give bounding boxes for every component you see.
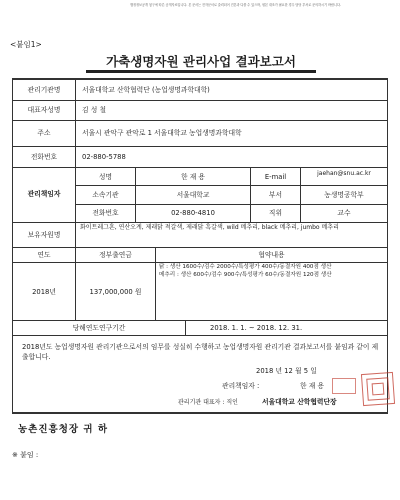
table-bottom-border [12, 412, 388, 414]
table-row-line [12, 222, 388, 223]
address-value: 서울시 관악구 관악로 1 서울대학교 농업생명과학대학 [82, 129, 242, 137]
table-row-line [12, 320, 388, 321]
sign-institution-label: 관리기관 대표자 : 직인 [178, 399, 238, 406]
table-row-line [75, 185, 388, 186]
attachment-label: <붙임1> [10, 40, 42, 49]
manager-seal-stamp [332, 378, 356, 394]
manager-affiliation-value: 서울대학교 [176, 191, 210, 199]
manager-dept-value: 농생명공학부 [324, 191, 364, 199]
table-row-line [12, 100, 388, 101]
table-col-line [75, 78, 76, 262]
manager-position-label: 직위 [268, 209, 283, 217]
table-col-line [185, 320, 186, 335]
resources-label: 보유자원명 [27, 231, 61, 239]
institution-label: 관리기관명 [27, 86, 61, 94]
manager-email-value: jaehan@snu.ac.kr [317, 170, 371, 177]
title-underline [86, 70, 316, 71]
manager-tel-label: 전화번호 [92, 209, 119, 217]
submission-statement: 2018년도 농업생명자원 관리기관으로서의 임무를 성실히 수행하고 농업생명자원 관리기관 결과보고서를 붙임과 같이 제출합니다. [22, 343, 379, 361]
content-header: 협약내용 [258, 251, 285, 259]
manager-position-value: 교수 [337, 209, 351, 217]
manager-dept-label: 부서 [268, 191, 283, 199]
table-top-border [12, 78, 388, 80]
table-row-line [12, 335, 388, 336]
budget-header: 정부출연금 [99, 251, 132, 259]
period-label: 당해연도연구기간 [72, 324, 126, 332]
representative-label: 대표자성명 [27, 106, 61, 114]
manager-name-label: 성명 [98, 173, 113, 181]
sign-manager-name: 한 재 용 [300, 382, 325, 390]
phone-value: 02-880-5788 [82, 153, 126, 161]
representative-value: 김 성 철 [82, 106, 107, 114]
address-label: 주소 [37, 129, 51, 137]
budget-value: 137,000,000 원 [89, 288, 142, 296]
footer-attachment-label: ※ 붙임 : [12, 451, 39, 459]
table-row-line [12, 247, 388, 248]
document-title: 가축생명자원 관리사업 결과보고서 [86, 52, 316, 73]
addressee: 농촌진흥청장 귀 하 [18, 424, 109, 435]
top-note: 행정정보공개 청구에 따른 공개자료입니다. 본 문서는 전자문서로 출력되어 진본과 다를 수 있으며, 원본 대조가 필요한 경우 담당 부서로 문의하시기 바랍니다. [130, 3, 341, 7]
table-row-line [12, 120, 388, 121]
table-row-line [12, 262, 388, 263]
table-row-line [12, 167, 388, 168]
table-right-border [387, 78, 388, 412]
table-row-line [75, 204, 388, 205]
official-seal-stamp [361, 372, 395, 406]
manager-affiliation-label: 소속기관 [92, 191, 119, 199]
manager-name-value: 한 재 용 [180, 173, 206, 181]
sign-institution-name: 서울대학교 산학협력단장 [262, 398, 337, 406]
period-value: 2018. 1. 1. ~ 2018. 12. 31. [210, 324, 303, 332]
content-value: 닭 : 생산 1600수/검수 2000수/특성평가 400수/동결자원 400점 생산 메추리 : 생산 600수/검수 900수/특성평가 60수/동결자원 120점 생산 [159, 264, 332, 278]
report-date: 2018 년 12 월 5 일 [256, 367, 317, 375]
manager-section-label: 관리책임자 [27, 190, 61, 198]
manager-tel-value: 02-880-4810 [171, 209, 215, 217]
year-value: 2018년 [32, 288, 56, 296]
year-header: 연도 [37, 251, 51, 259]
phone-label: 전화번호 [30, 153, 58, 161]
table-row-line [12, 146, 388, 147]
sign-manager-label: 관리책임자 : [222, 382, 260, 390]
resources-value: 화이트레그혼, 연산오계, 제래닭 적갈색, 제래닭 흑갈색, wild 메추리, black 메추리, jumbo 메추리 [80, 224, 339, 231]
manager-email-label: E-mail [264, 173, 287, 181]
institution-value: 서울대학교 산학협력단 (농업생명과학대학) [82, 86, 210, 94]
